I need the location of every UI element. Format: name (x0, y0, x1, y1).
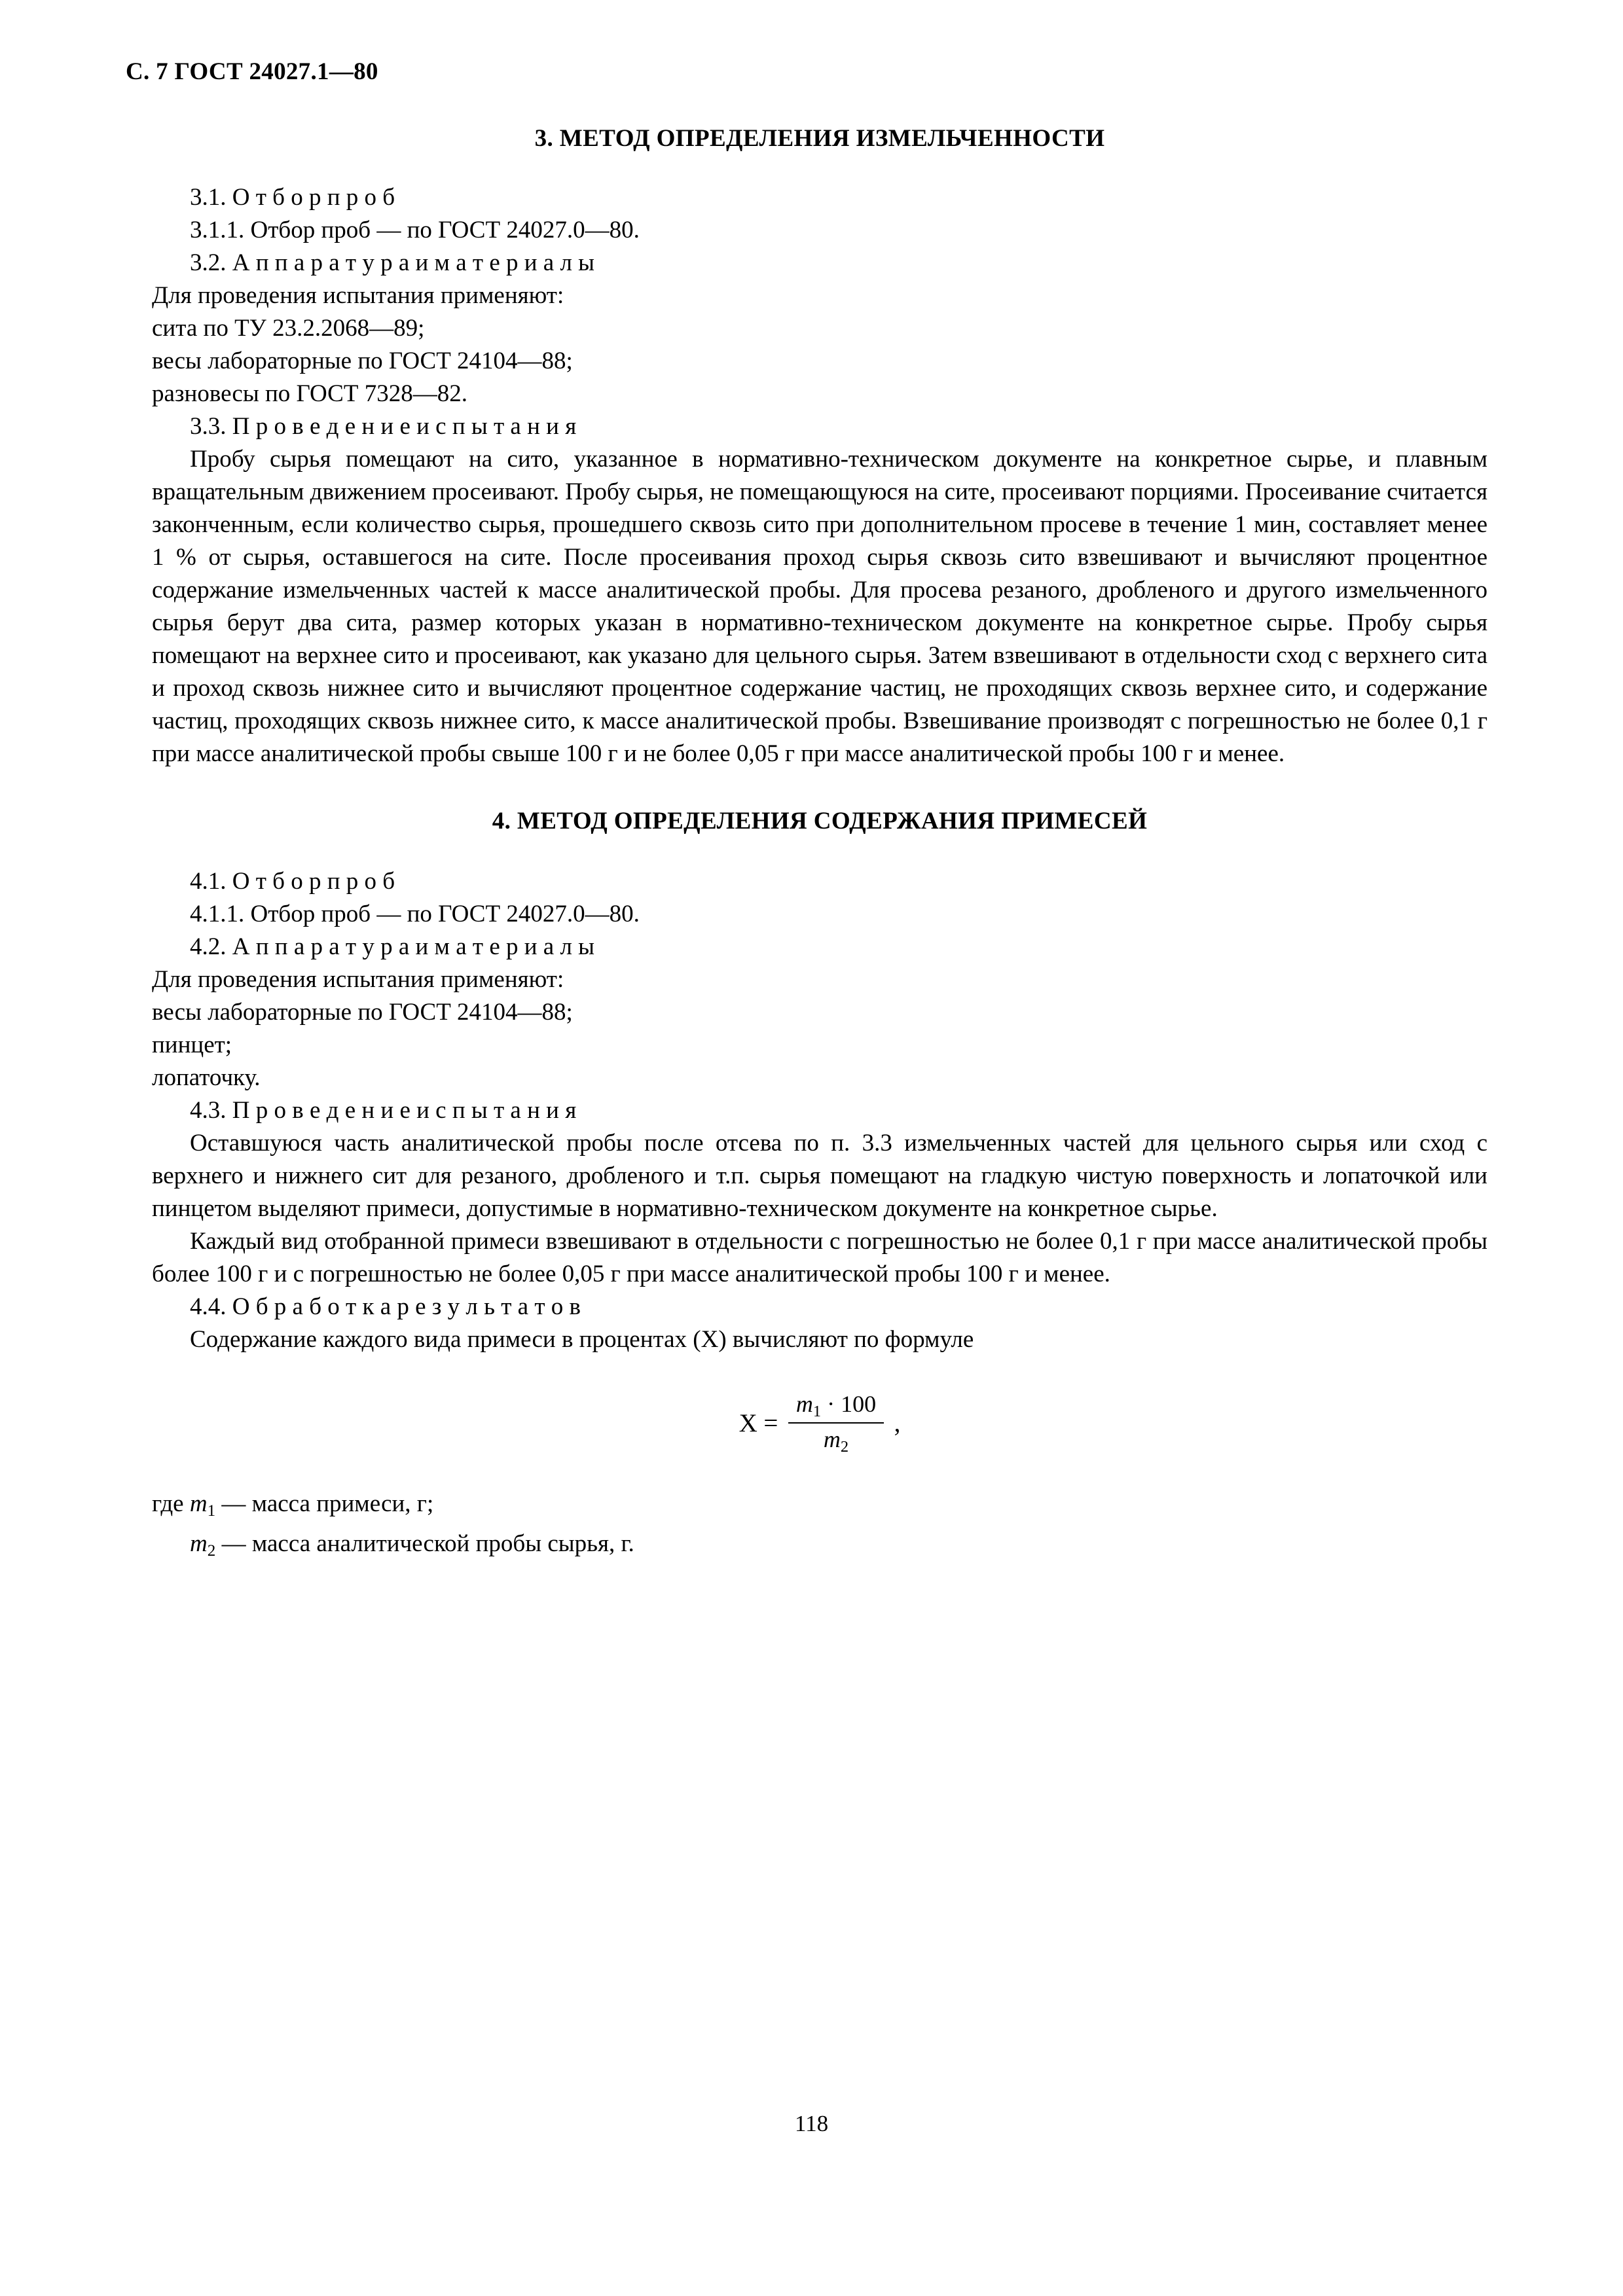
section-4-apparatus-scales: весы лабораторные по ГОСТ 24104—88; (152, 999, 573, 1026)
formula-trailing-comma: , (894, 1408, 901, 1437)
section-4-item-4-1-1: 4.1.1. Отбор проб — по ГОСТ 24027.0—80. (190, 901, 640, 927)
section-3-item-3-2: 3.2. А п п а р а т у р а и м а т е р и а л ы (190, 249, 595, 276)
page-number: 118 (794, 2111, 829, 2136)
legend-line-1: где $m_1$ — масса примеси, г; (152, 1490, 434, 1520)
section-4-item-4-1: 4.1. О т б о р п р о б (190, 868, 395, 895)
section-4-title: 4. МЕТОД ОПРЕДЕЛЕНИЯ СОДЕРЖАНИЯ ПРИМЕСЕЙ (492, 808, 1148, 834)
section-3-item-3-1-1: 3.1.1. Отбор проб — по ГОСТ 24027.0—80. (190, 217, 640, 243)
section-4-apparatus-spatula: лопаточку. (152, 1064, 261, 1091)
formula-lhs: X (739, 1408, 757, 1437)
section-3-item-3-3: 3.3. П р о в е д е н и е и с п ы т а н и я (190, 413, 577, 440)
section-4-apparatus-intro: Для проведения испытания применяют: (152, 966, 564, 993)
section-3-apparatus-weights: разновесы по ГОСТ 7328—82. (152, 380, 467, 407)
section-3-title: 3. МЕТОД ОПРЕДЕЛЕНИЯ ИЗМЕЛЬЧЕННОСТИ (534, 125, 1105, 152)
section-4-procedure-text-2: Каждый вид отобранной примеси взвешивают в отдельности с погрешностью не более 0,1 г при массе аналитической пробы более 100 г и с погрешностью не более 0,05 г при массе аналитической пробы 100 г и менее. (152, 1228, 1487, 1287)
formula-equals: = (763, 1408, 778, 1437)
document-body (152, 124, 1487, 1568)
section-4-item-4-2: 4.2. А п п а р а т у р а и м а т е р и а л ы (190, 933, 595, 960)
section-3-apparatus-sieves: сита по ТУ 23.2.2068—89; (152, 315, 425, 342)
section-3-procedure-text: Пробу сырья помещают на сито, указанное в нормативно-техническом документе на конкретное сырье, и плавным вращательным движением просеивают. Пробу сырья, не помещающуюся на сите, просеивают порциями. Просеивание считается законченным, если количество сырья, прошедшего сквозь сито при дополнительном просеве в течение 1 мин, составляет менее 1 % от сырья, оставшегося на сите. После просеивания проход сырья сквозь сито взвешивают и вычисляют процентное содержание измельченных частей к массе аналитической пробы. Для просева резаного, дробленого и другого измельченного сырья берут два сита, размер которых указан в нормативно-техническом документе на конкретное сырье. Пробу сырья помещают на верхнее сито и просеивают, как указано для цельного сырья. Затем взвешивают в отдельности сход с верхнего сита и проход сквозь нижнее сито и вычисляют процентное содержание частиц, не проходящих сквозь верхнее сито, и содержание частиц, проходящих сквозь нижнее сито, к массе аналитической пробы. Взвешивание производят с погрешностью не более 0,1 г при массе аналитической пробы свыше 100 г и не более 0,05 г при массе аналитической пробы 100 г и менее. (152, 446, 1487, 767)
page-header: С. 7 ГОСТ 24027.1—80 (126, 58, 378, 85)
formula-fraction (788, 1390, 884, 1456)
section-4-results-text: Содержание каждого вида примеси в процентах (X) вычисляют по формуле (190, 1326, 974, 1353)
formula-block (152, 1390, 1487, 1456)
section-3-apparatus-scales: весы лабораторные по ГОСТ 24104—88; (152, 348, 573, 374)
formula-legend (152, 1488, 1487, 1568)
section-4-item-4-4: 4.4. О б р а б о т к а р е з у л ь т а т о в (190, 1293, 581, 1320)
legend-line-2: $m_2$ — масса аналитической пробы сырья, г. (190, 1530, 634, 1560)
section-4-procedure-text-1: Оставшуюся часть аналитической пробы после отсева по п. 3.3 измельченных частей для цельного сырья или сход с верхнего и нижнего сит для резаного, дробленого и т.п. сырья помещают на гладкую чистую поверхность и лопаточкой или пинцетом выделяют примеси, допустимые в нормативно-техническом документе на конкретное сырье. (152, 1130, 1487, 1222)
section-3-item-3-1: 3.1. О т б о р п р о б (190, 184, 395, 211)
impurity-percentage-formula (739, 1390, 901, 1456)
section-3-apparatus-intro: Для проведения испытания применяют: (152, 282, 564, 309)
formula-denominator: $m_2$ (823, 1426, 849, 1456)
formula-numerator: $m_1 \cdot 100$ (788, 1390, 884, 1424)
section-4-item-4-3: 4.3. П р о в е д е н и е и с п ы т а н и я (190, 1097, 577, 1124)
section-4-apparatus-tweezers: пинцет; (152, 1031, 232, 1058)
